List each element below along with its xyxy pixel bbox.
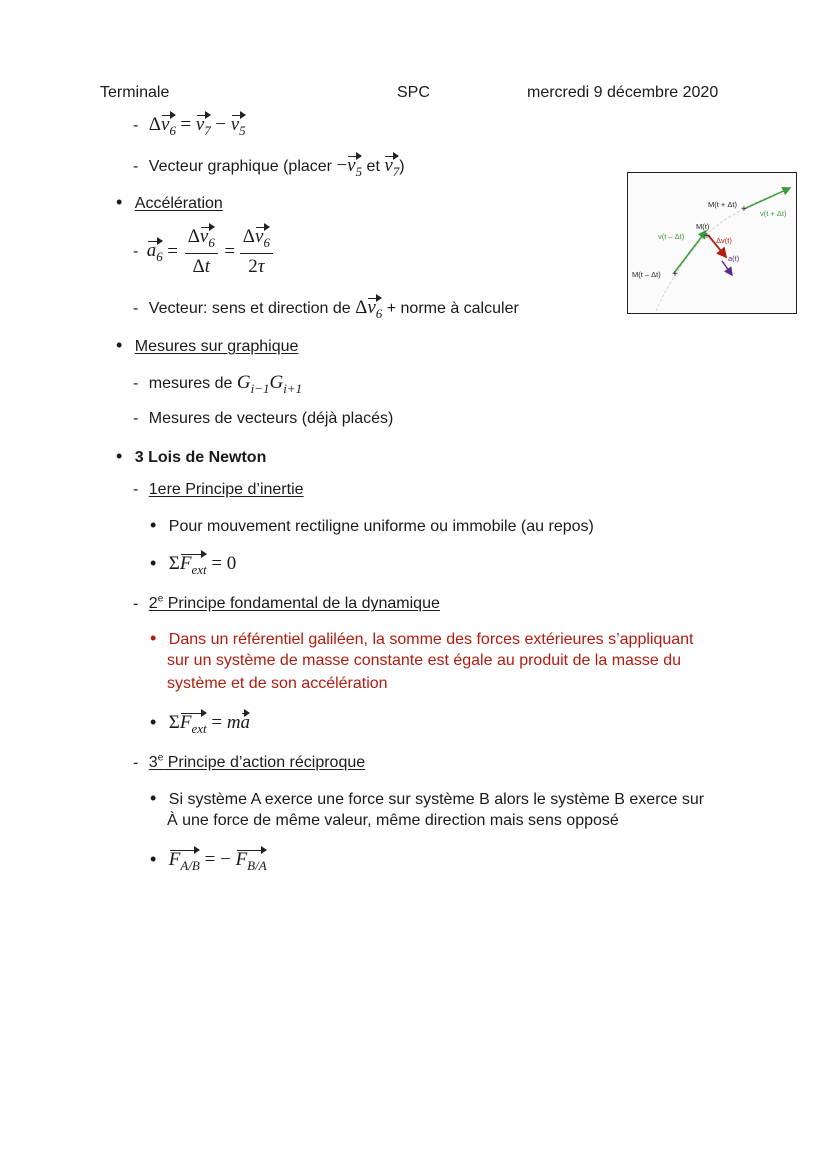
label-m: M(t) bbox=[696, 222, 710, 231]
kinematics-diagram bbox=[627, 172, 797, 314]
law2-title: 2e Principe fondamental de la dynamique bbox=[148, 594, 440, 613]
law3-text-line-2: À une force de même valeur, même direction mais sens opposé bbox=[167, 812, 619, 829]
measures-vectors-line: - Mesures de vecteurs (déjà placés) bbox=[133, 410, 394, 427]
law3-heading: - 3e Principe d’action réciproque bbox=[133, 753, 366, 772]
measures-title: Mesures sur graphique bbox=[134, 338, 299, 355]
vector-desc-line: - Vecteur: sens et direction de $\Delta v_6$ + norme à calculer bbox=[133, 297, 519, 321]
cross-m: + bbox=[704, 231, 710, 242]
law1-heading: - 1ere Principe d’inertie bbox=[133, 481, 304, 498]
a6-formula: - $a_6$ = $\frac{\Delta v_6}{\Delta t}$ = $\frac{\Delta v_6}{2\tau}$ bbox=[133, 226, 273, 278]
vector-graph-line: - Vecteur graphique (placer $-v_5$ et $v_7$) bbox=[133, 155, 405, 179]
law2-text-line-3: système et de son accélération bbox=[167, 675, 388, 692]
delta-v6-formula: - $\Delta v_6 = v_7 - v_5$ bbox=[133, 114, 246, 138]
acceleration-title: Accélération bbox=[134, 195, 223, 212]
header-left: Terminale bbox=[100, 84, 170, 101]
law1-formula: • $\Sigma F_{ext} = 0$ bbox=[150, 553, 237, 577]
law3-text-line-1: • Si système A exerce une force sur système B alors le système B exerce sur bbox=[150, 788, 705, 808]
cross-m-minus: + bbox=[672, 269, 678, 280]
law2-heading: - 2e Principe fondamental de la dynamique bbox=[133, 594, 440, 613]
header-date: mercredi 9 décembre 2020 bbox=[527, 84, 719, 101]
law2-formula: • $\Sigma F_{ext}$ = ma bbox=[150, 712, 251, 736]
label-v-minus: v(t – Δt) bbox=[658, 232, 685, 241]
label-m-minus: M(t – Δt) bbox=[632, 270, 661, 279]
law3-formula: • $F_{A/B}$ = − $F_{B/A}$ bbox=[150, 849, 267, 873]
law2-text-line-2: sur un système de masse constante est égale au produit de la masse du bbox=[167, 652, 682, 669]
label-v-plus: v(t + Δt) bbox=[760, 209, 787, 218]
law1-title: 1ere Principe d’inertie bbox=[148, 481, 304, 498]
law2-text-line-1: • Dans un référentiel galiléen, la somme des forces extérieures s’appliquant bbox=[150, 628, 694, 648]
label-dv: Δv(t) bbox=[716, 236, 732, 245]
label-a: a(t) bbox=[728, 254, 740, 263]
list-dash: - bbox=[133, 117, 139, 134]
cross-m-plus: + bbox=[741, 204, 747, 215]
acceleration-heading: • Accélération bbox=[116, 192, 223, 212]
header-center: SPC bbox=[397, 84, 430, 101]
newton-heading: • 3 Lois de Newton bbox=[116, 446, 267, 466]
law1-text: • Pour mouvement rectiligne uniforme ou immobile (au repos) bbox=[150, 515, 594, 535]
measures-of-line: - mesures de $G_{i-1}G_{i+1}$ bbox=[133, 372, 303, 396]
label-m-plus: M(t + Δt) bbox=[708, 200, 737, 209]
measures-heading: • Mesures sur graphique bbox=[116, 335, 299, 355]
law3-title: 3e Principe d’action réciproque bbox=[148, 753, 366, 772]
newton-title: 3 Lois de Newton bbox=[134, 449, 267, 466]
